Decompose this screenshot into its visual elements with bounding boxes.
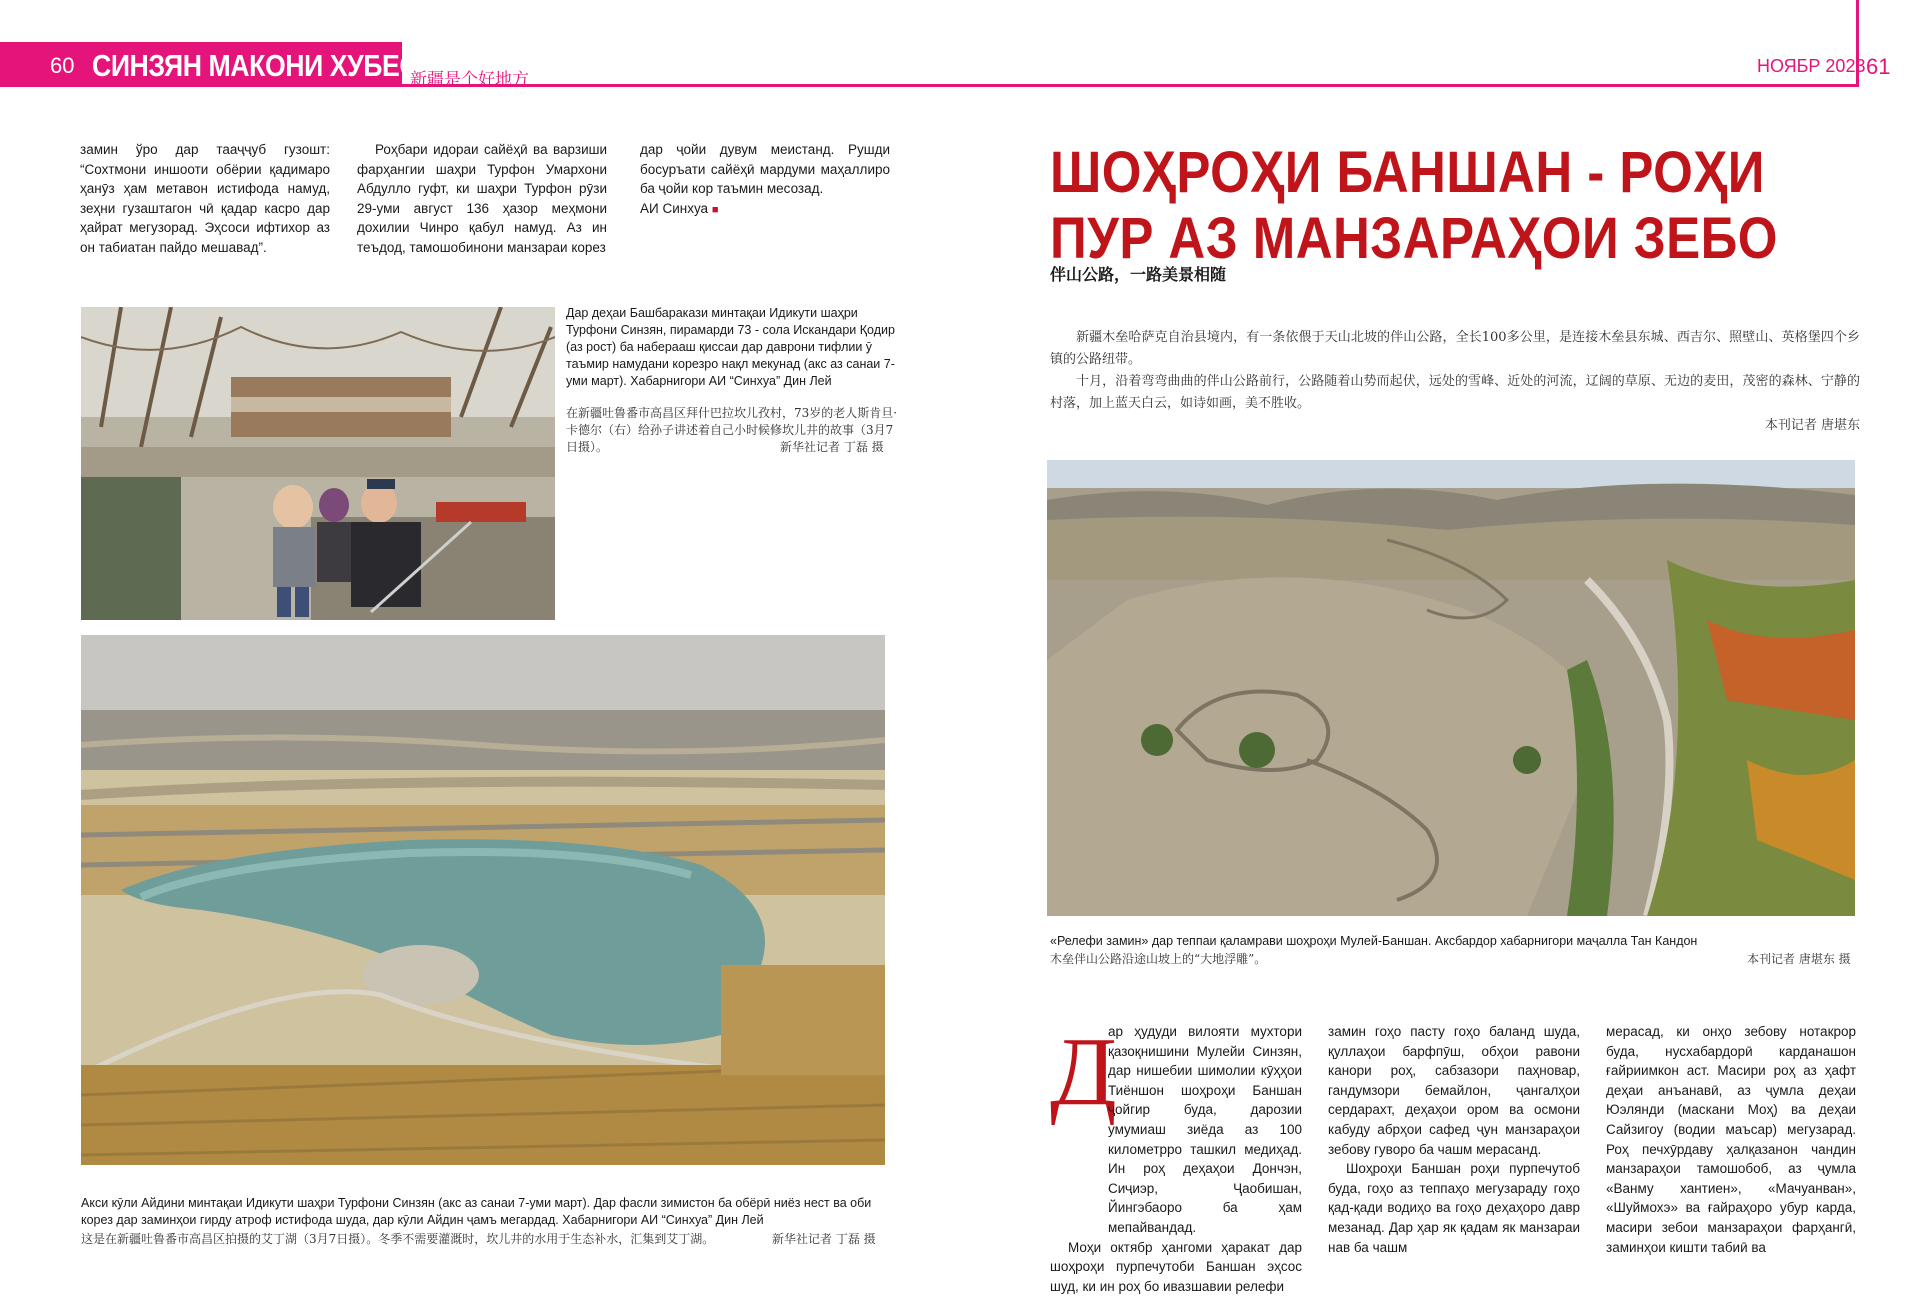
paragraph: ар ҳудуди вилояти мухтори қазоқнишини Мулейи Синзян, дар нишебии шимолии кӯҳҳои Тиёншон шоҳроҳи Баншан ҷойгир буда, дарозии умумиаш зиёда аз 100 километрро ташкил медиҳад. Ин роҳ деҳаҳои Дончэн, Сиҷиэр, Ҷаобишан, Йингэбаоро ба ҳам мепайвандад. bbox=[1108, 1024, 1302, 1235]
photo1-credit-cn: 新华社记者 丁磊 摄 bbox=[780, 440, 884, 454]
right-text-column-2 bbox=[1328, 1022, 1580, 1257]
page-number-right: 61 bbox=[1866, 54, 1891, 79]
photo1-caption: Дар деҳаи Башбаракази минтақаи Идикути шаҳри Турфони Синзян, пирамарди 73 - сола Искандари Қодир (аз рост) ба наберааш қиссаи дар даврони тифлии ӯ таъмир намудани корезро нақл мекунад (акс аз санаи 7-уми март). Хабарнигори АИ “Синхуа” Дин Лей bbox=[566, 306, 895, 388]
right-photo-caption-cn: 木垒伴山公路沿途山坡上的“大地浮雕”。 bbox=[1050, 952, 1267, 966]
issue-date: НОЯБР 2023 bbox=[1757, 56, 1866, 76]
photo-earth-relief bbox=[1047, 460, 1855, 916]
paragraph: дар ҷойи дувум меистанд. Рушди босуръати сайёҳӣ мардуми маҳаллиро ба ҷойи кор таъмин месозад. bbox=[640, 142, 890, 197]
page-number-left: 60 bbox=[50, 53, 75, 78]
intro-cn bbox=[1050, 327, 1860, 437]
headline-line-2: ПУР АЗ МАНЗАРАҲОИ ЗЕБО bbox=[1050, 206, 1778, 271]
right-text-column-3 bbox=[1606, 1022, 1856, 1257]
paragraph: Роҳбари идораи сайёҳӣ ва варзиши фарҳангии шаҳри Турфон Умархони Абдулло гуфт, ки шаҳри Турфон рӯзи 29-уми август 136 ҳазор меҳмони дохилии Чинро қабул намуд. Аз ин теъдод, тамошобинони манзараи корез bbox=[357, 142, 607, 255]
headline-line-1: ШОҲРОҲИ БАНШАН - РОҲИ bbox=[1050, 140, 1765, 205]
left-text-column-3 bbox=[640, 140, 890, 220]
right-text-column-1 bbox=[1050, 1018, 1302, 1296]
photo2-credit-cn: 新华社记者 丁磊 摄 bbox=[772, 1232, 876, 1246]
photo-elder-and-grandson bbox=[81, 307, 555, 620]
intro-byline: 本刊记者 唐堪东 bbox=[1764, 418, 1860, 433]
photo-aiding-lake bbox=[81, 635, 885, 1165]
left-text-column-2 bbox=[357, 140, 607, 258]
photo2-caption: Акси кӯли Айдини минтақаи Идикути шаҳри Турфони Синзян (акс аз санаи 7-уми март). Дар фасли зимистон ба обёрӣ ниёз нест ва оби корез дар заминҳои гирду атроф истифода шуда, дар кӯли Айдин ҷамъ мегардад. Хабарнигори АИ “Синхуа” Дин Лей bbox=[81, 1196, 872, 1227]
dropcap-letter: Д bbox=[1050, 1018, 1117, 1126]
right-photo-credit-cn: 本刊记者 唐堪东 摄 bbox=[1747, 952, 1851, 966]
headline-cn: 伴山公路，一路美景相随 bbox=[1050, 267, 1227, 284]
header-rule bbox=[0, 84, 1856, 87]
right-photo-caption: «Релефи замин» дар теппаи қаламрави шоҳроҳи Мулей-Баншан. Аксбардор хабарнигори маҷалла Тан Кандон bbox=[1050, 934, 1698, 948]
photo2-caption-cn: 这是在新疆吐鲁番市高昌区拍摄的艾丁湖（3月7日摄）。冬季不需要灌溉时，坎儿井的水用于生态补水，汇集到艾丁湖。 bbox=[81, 1232, 715, 1246]
paragraph: Шоҳроҳи Баншан роҳи пурпечутоб буда, гоҳо аз теппаҳо мегузараду гоҳо қад-қади водиҳо ва гоҳо деҳаҳоро давр мезанад. Дар ҳар як қадам як манзараи нав ба чашм bbox=[1328, 1161, 1580, 1255]
intro-paragraph-2: 十月，沿着弯弯曲曲的伴山公路前行，公路随着山势而起伏，远处的雪峰、近处的河流，辽阔的草原、无边的麦田，茂密的森林、宁静的村落，加上蓝天白云，如诗如画，美不胜收。 bbox=[1050, 374, 1860, 411]
paragraph: Моҳи октябр ҳангоми ҳаракат дар шоҳроҳи пурпечутоби Баншан эҳсос шуд, ки ин роҳ бо ивазшавии релефи bbox=[1050, 1239, 1302, 1294]
paragraph: замин ўро дар тааҷҷуб гузошт: “Сохтмони иншооти обёрии қадимаро ҳанӯз ҳам метавон истифода намуд, зеҳни гузаштагон чӣ қадар касро дар ҳайрат мегузорад. Эҳсоси ифтихор аз он табиатан пайдо мешавад”. bbox=[80, 142, 330, 255]
magazine-title: СИНЗЯН МАКОНИ ХУБЕСТ bbox=[92, 48, 434, 83]
article-headline bbox=[1050, 140, 1778, 272]
end-mark-icon: ■ bbox=[711, 203, 719, 216]
paragraph: мерасад, ки онҳо зебову нотакрор буда, нусхабардорӣ карданашон ғайриимкон аст. Масири роҳ аз ҳафт деҳаи анъанавӣ, аз ҷумла деҳаи Юэлянди (маскани Моҳ) ва деҳаи Сайзигоу (водии маъсар) мегузарад. Роҳ печхӯрдаву ҳалқазанон чандин манзараҳои тамошобоб, аз ҷумла «Ванму хантиен», «Мачуанван», «Шуймохэ» ва ғайраҳоро убур карда, масири зебои манзараҳои фарҳангӣ, заминҳои кишти табиӣ ва bbox=[1606, 1024, 1856, 1255]
intro-paragraph-1: 新疆木垒哈萨克自治县境内，有一条依偎于天山北坡的伴山公路，全长100多公里，是连接木垒县东城、西吉尔、照壁山、英格堡四个乡镇的公路纽带。 bbox=[1050, 330, 1860, 367]
signature bbox=[640, 199, 890, 221]
signature-text: АИ Синхуа bbox=[640, 200, 709, 216]
left-text-column-1 bbox=[80, 140, 330, 258]
paragraph: замин гоҳо пасту гоҳо баланд шуда, қуллаҳои барфпӯш, обҳои равони канори роҳ, сабзазори паҳновар, гандумзори бемайлон, ҷангалҳои сердарахт, деҳаҳои ором ва осмони кабуду абрҳои сафед ҷун манзараҳои зебову гуворо ба чашм мерасанд. bbox=[1328, 1024, 1580, 1157]
photo1-caption-cn: 在新疆吐鲁番市高昌区拜什巴拉坎儿孜村，73岁的老人斯肯旦·卡德尔（右）给孙子讲述着自己小时候修坎儿井的故事（3月7日摄）。 bbox=[566, 406, 898, 454]
magazine-subtitle-cn: 新疆是个好地方 bbox=[410, 70, 529, 90]
